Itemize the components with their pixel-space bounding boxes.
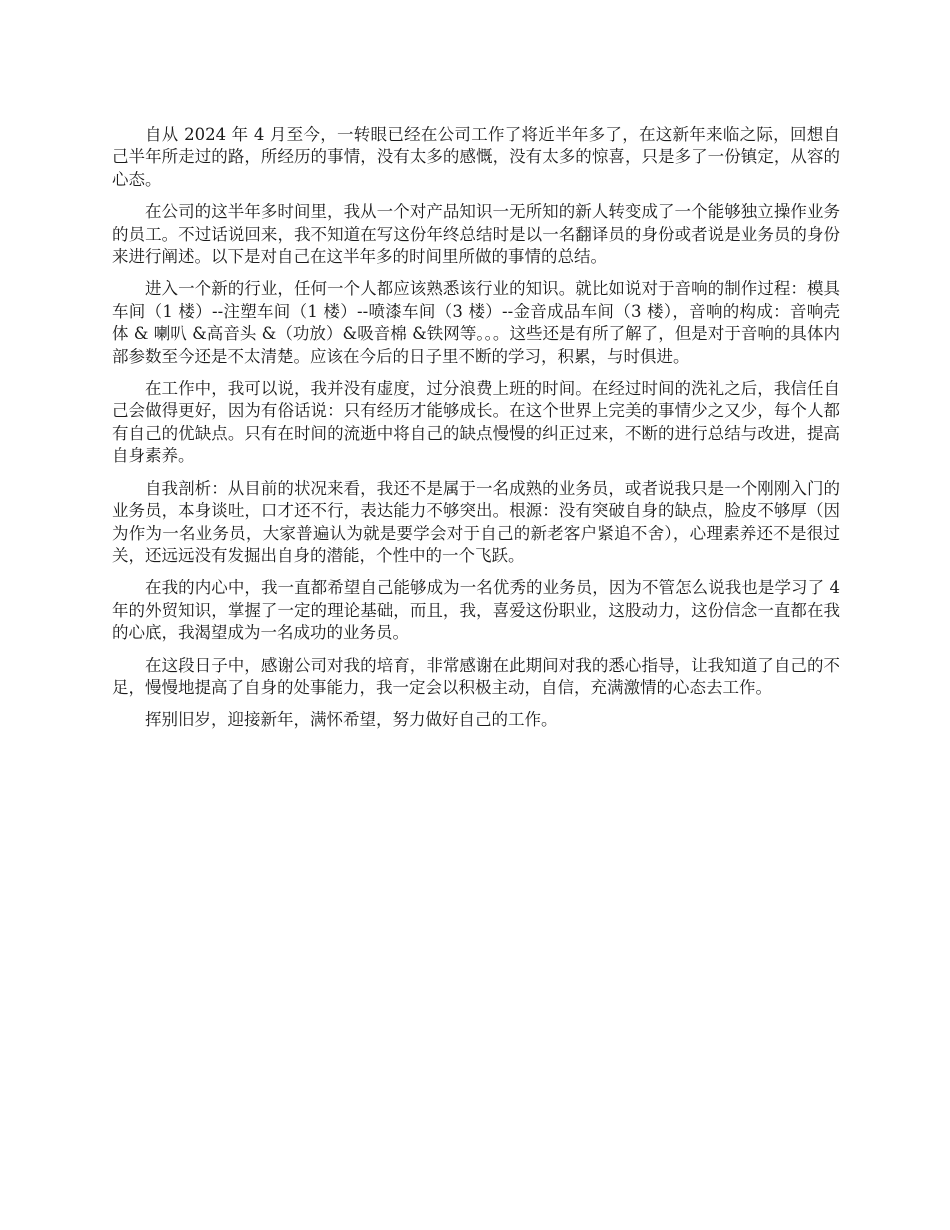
paragraph: 在我的内心中，我一直都希望自己能够成为一名优秀的业务员，因为不管怎么说我也是学习了 4 年的外贸知识，掌握了一定的理论基础，而且，我，喜爱这份职业，这股动力，这份信念一直都在我的心底，我渴望成为一名成功的业务员。 [112,578,840,643]
paragraph: 挥别旧岁，迎接新年，满怀希望，努力做好自己的工作。 [145,710,558,730]
paragraph: 在公司的这半年多时间里，我从一个对产品知识一无所知的新人转变成了一个能够独立操作业务的员工。不过话说回来，我不知道在写这份年终总结时是以一名翻译员的身份或者说是业务员的身份来进行阐述。以下是对自己在这半年多的时间里所做的事情的总结。 [112,202,840,267]
paragraph: 在工作中，我可以说，我并没有虚度，过分浪费上班的时间。在经过时间的洗礼之后，我信任自己会做得更好，因为有俗话说：只有经历才能够成长。在这个世界上完美的事情少之又少，每个人都有自己的优缺点。只有在时间的流逝中将自己的缺点慢慢的纠正过来，不断的进行总结与改进，提高自身素养。 [112,379,840,466]
paragraph: 自从 2024 年 4 月至今，一转眼已经在公司工作了将近半年多了，在这新年来临之际，回想自己半年所走过的路，所经历的事情，没有太多的感慨，没有太多的惊喜，只是多了一份镇定，从容的心态。 [112,125,840,189]
paragraph: 在这段日子中，感谢公司对我的培育，非常感谢在此期间对我的悉心指导，让我知道了自己的不足，慢慢地提高了自身的处事能力，我一定会以积极主动，自信，充满激情的心态去工作。 [112,655,840,697]
document-body [112,124,840,742]
paragraph: 进入一个新的行业，任何一个人都应该熟悉该行业的知识。就比如说对于音响的制作过程：模具车间（1 楼）--注塑车间（1 楼）--喷漆车间（3 楼）--金音成品车间（3 楼），音响的构成：音响壳体 & 喇叭 &高音头 &（功放）&吸音棉 &铁网等。。。这些还是有所了解了，但是对于音响的具体内部参数至今还是不太清楚。应该在今后的日子里不断的学习，积累，与时俱进。 [112,279,840,366]
paragraph: 自我剖析：从目前的状况来看，我还不是属于一名成熟的业务员，或者说我只是一个刚刚入门的业务员，本身谈吐，口才还不行，表达能力不够突出。根源：没有突破自身的缺点，脸皮不够厚（因为作为一名业务员，大家普遍认为就是要学会对于自己的新老客户紧追不舍），心理素养还不是很过关，还远远没有发掘出自身的潜能，个性中的一个飞跃。 [112,478,840,565]
